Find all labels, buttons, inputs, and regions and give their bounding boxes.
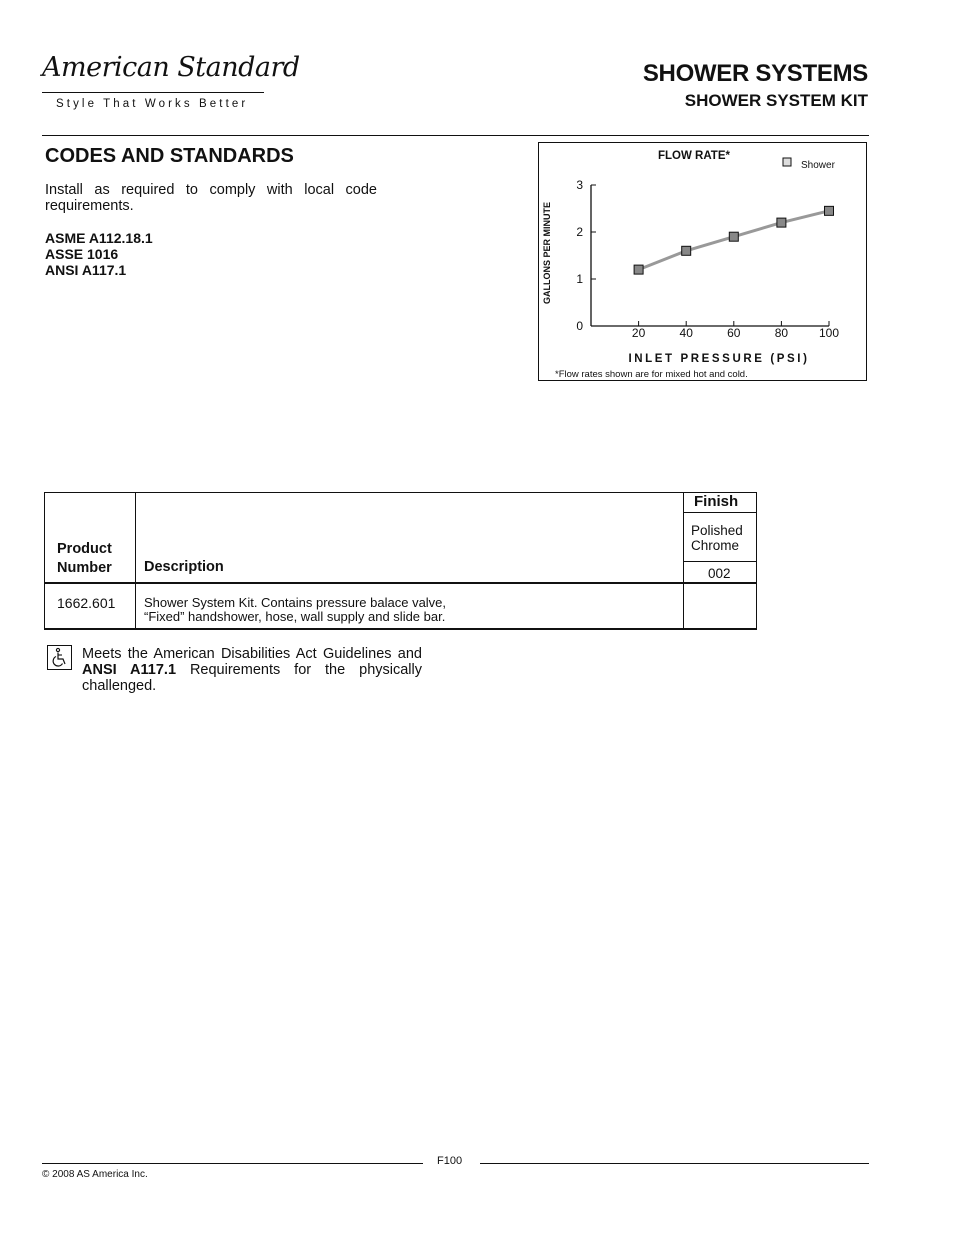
standard-item: ASME A112.18.1 [45, 230, 153, 246]
x-tick-label: 60 [727, 326, 741, 340]
brand-tagline: Style That Works Better [56, 98, 249, 110]
chart-svg [539, 143, 868, 382]
codes-heading: CODES AND STANDARDS [45, 145, 294, 167]
x-axis-label: INLET PRESSURE (PSI) [628, 353, 810, 365]
x-tick-label: 80 [774, 326, 789, 340]
data-point [634, 265, 643, 274]
standard-item: ASSE 1016 [45, 246, 119, 262]
y-axis-label: GALLONS PER MINUTE [542, 201, 552, 305]
flow-rate-chart [538, 142, 867, 381]
standards-list [45, 230, 153, 278]
y-tick-label: 1 [576, 272, 583, 286]
x-tick-label: 100 [818, 326, 840, 340]
header-product-number: Product Number [57, 541, 112, 576]
row-description [144, 596, 446, 624]
data-point [825, 206, 834, 215]
legend-swatch [783, 158, 791, 166]
finish-name: Polished Chrome [691, 523, 743, 553]
table-border [135, 492, 757, 493]
codes-body: Install as required to comply with local code requirements. [45, 182, 377, 214]
page-number: F100 [437, 1155, 463, 1167]
logo-divider [42, 92, 264, 93]
data-point [729, 232, 738, 241]
y-tick-label: 3 [576, 178, 583, 192]
footer-rule [42, 1163, 423, 1164]
column-divider [135, 492, 136, 629]
table-border [44, 492, 45, 629]
header-description: Description [144, 559, 224, 575]
x-tick-label: 20 [631, 326, 646, 340]
wheelchair-icon [47, 645, 72, 670]
header-row-divider [44, 582, 757, 584]
table-border [44, 492, 135, 493]
y-tick-label: 0 [576, 319, 583, 333]
chart-title: FLOW RATE* [658, 150, 730, 162]
copyright: © 2008 AS America Inc. [42, 1169, 148, 1180]
page-subtitle: SHOWER SYSTEM KIT [684, 91, 868, 110]
header-divider [42, 135, 869, 136]
finish-divider [683, 561, 757, 562]
description-line: Shower System Kit. Contains pressure balace valve, [144, 595, 447, 610]
description-line: “Fixed” handshower, hose, wall supply and slide bar. [144, 609, 446, 624]
table-border [44, 628, 757, 630]
header-finish: Finish [694, 493, 739, 510]
row-product-number: 1662.601 [57, 595, 116, 611]
standard-item: ANSI A117.1 [45, 262, 127, 278]
footer-rule [480, 1163, 869, 1164]
y-tick-label: 2 [576, 225, 583, 239]
page-title: SHOWER SYSTEMS [642, 60, 868, 87]
finish-divider [683, 512, 757, 513]
x-tick-label: 40 [679, 326, 693, 340]
data-point [682, 246, 691, 255]
chart-footnote: *Flow rates shown are for mixed hot and cold. [555, 369, 748, 380]
data-point [777, 218, 786, 227]
brand-logo: American Standard [42, 52, 300, 83]
ada-compliance-note: Meets the American Disabilities Act Guidelines and ANSI A117.1 Requirements for the physically challenged. [82, 646, 422, 694]
finish-code: 002 [708, 566, 731, 581]
legend-label: Shower [801, 160, 835, 171]
product-table [44, 492, 757, 629]
